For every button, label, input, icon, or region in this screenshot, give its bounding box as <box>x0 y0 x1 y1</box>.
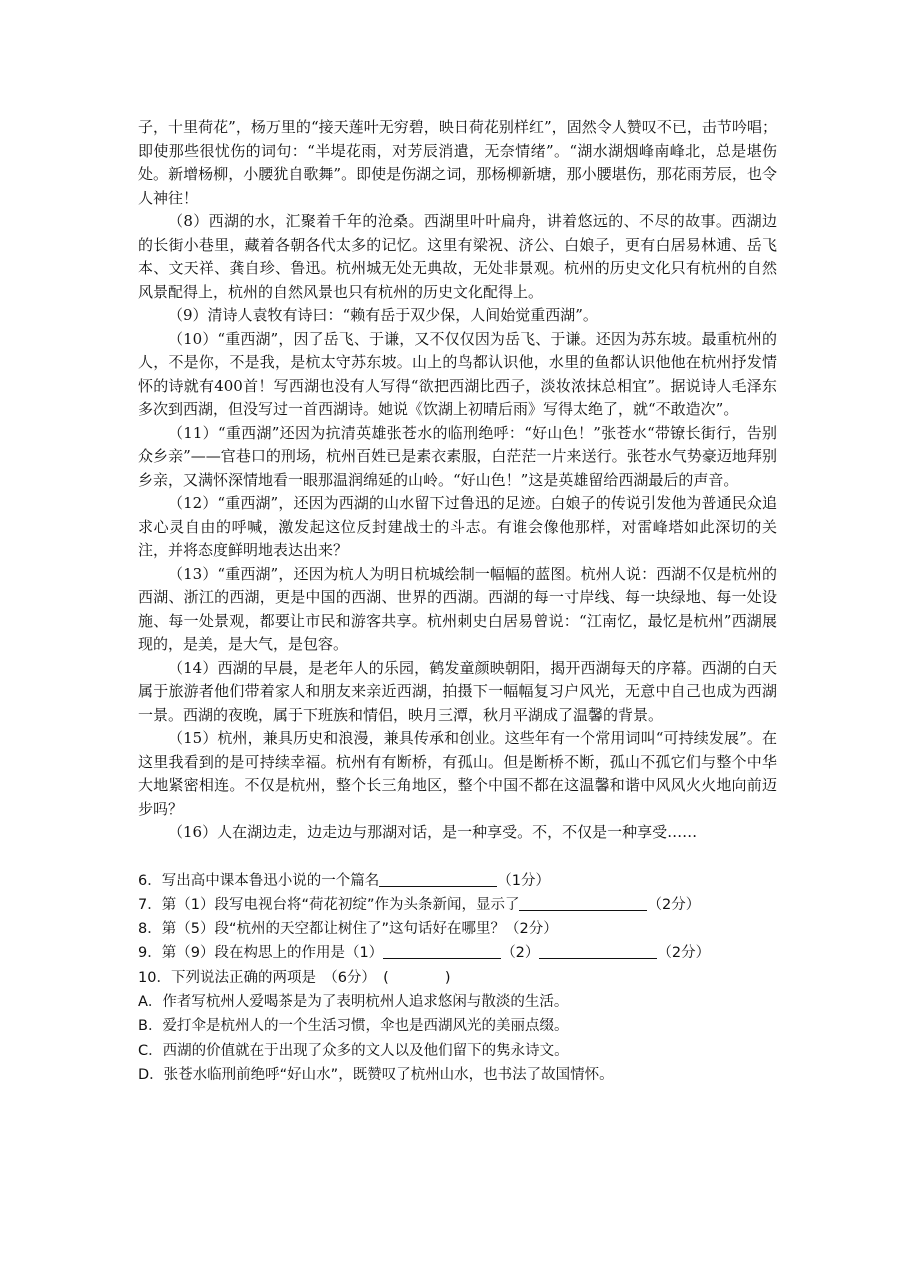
answer-blank-9-1[interactable] <box>383 944 501 959</box>
question-9 <box>138 941 777 965</box>
option-a: A．作者写杭州人爱喝茶是为了表明杭州人追求悠闲与散淡的生活。 <box>138 993 569 1010</box>
paragraph-10: （10）“重西湖”，因了岳飞、于谦，又不仅仅因为岳飞、于谦。还因为苏东坡。最重杭州的人，不是你，不是我，是杭太守苏东坡。山上的鸟都认识他，水里的鱼都认识他他在杭州抒发情怀的诗就有400首！写西湖也没有人写得“欲把西湖比西子，淡妆浓抹总相宜”。据说诗人毛泽东多次到西湖，但没写过一首西湖诗。她说《饮湖上初晴后雨》写得太绝了，就“不敢造次”。 <box>138 329 777 418</box>
answer-blank-7[interactable] <box>519 896 647 911</box>
question-9-text: 9．第（9）段在构思上的作用是（1） <box>138 945 384 962</box>
paragraph-11: （11）“重西湖”还因为抗清英雄张苍水的临刑绝呼：“好山色！”张苍水“带镣长街行，告别众乡亲”——官巷口的刑场，杭州百姓已是素衣素服，白茫茫一片来送行。张苍水气势豪迈地拜别乡亲，又满怀深情地看一眼那温润绵延的山岭。“好山色！”这是英雄留给西湖最后的声音。 <box>138 423 777 489</box>
question-6-score: （1分） <box>497 872 550 889</box>
paragraph-13: （13）“重西湖”，还因为杭人为明日杭城绘制一幅幅的蓝图。杭州人说：西湖不仅是杭州的西湖、浙江的西湖，更是中国的西湖、世界的西湖。西湖的每一寸岸线、每一块绿地、每一处设施、每一处景观，都要让市民和游客共享。杭州刺史白居易曾说：“江南忆，最忆是杭州”西湖展现的，是美，是大气，是包容。 <box>138 564 777 653</box>
question-6 <box>138 869 777 893</box>
question-7-score: （2分） <box>647 896 701 913</box>
paragraph-15: （15）杭州，兼具历史和浪漫，兼具传承和创业。这些年有一个常用词叫“可持续发展”。在这里我看到的是可持续幸福。杭州有有断桥，有孤山。但是断桥不断，孤山不孤它们与整个中华大地紧密相连。不仅是杭州，整个长三角地区，整个中国不都在这温馨和谐中风风火火地向前迈步吗？ <box>138 729 777 818</box>
paragraph-14: （14）西湖的早晨，是老年人的乐园，鹤发童颜映朝阳，揭开西湖每天的序幕。西湖的白天属于旅游者他们带着家人和朋友来亲近西湖，拍摄下一幅幅复习户风光，无意中自己也成为西湖一景。西湖的夜晚，属于下班族和情侣，映月三潭，秋月平湖成了温馨的背景。 <box>138 658 777 724</box>
question-9-score: （2分） <box>657 945 711 962</box>
question-8 <box>138 917 777 941</box>
paragraph-9: （9）清诗人袁牧有诗曰：“赖有岳于双少保，人间始觉重西湖”。 <box>168 306 598 324</box>
answer-blank-6[interactable] <box>379 872 497 887</box>
option-b: B．爱打伞是杭州人的一个生活习惯，伞也是西湖风光的美丽点缀。 <box>138 1018 569 1035</box>
question-10-close: ) <box>444 969 451 986</box>
answer-blank-9-2[interactable] <box>539 944 657 959</box>
question-section <box>138 869 777 1088</box>
question-6-text: 6．写出高中课本鲁迅小说的一个篇名 <box>138 872 380 889</box>
paragraph-7-continued: 子，十里荷花”，杨万里的“接天莲叶无穷碧，映日荷花别样红”，固然令人赞叹不已，击节吟唱；即使那些很忧伤的词句：“半堤花雨，对芳辰消遣，无奈情绪”。“湖水湖烟峰南峰北，总是堪伤处。新增杨柳，小腰犹自歌舞”。即使是伤湖之词，那杨柳新塘，那小腰堪伤，那花雨芳辰，也令人神往！ <box>138 118 777 207</box>
question-7-text: 7．第（1）段写电视台将“荷花初绽”作为头条新闻，显示了 <box>138 896 520 913</box>
question-8-text: 8．第（5）段“杭州的天空都让树住了”这句话好在哪里？（2分） <box>138 921 558 938</box>
paragraph-8: （8）西湖的水，汇聚着千年的沧桑。西湖里叶叶扁舟，讲着悠远的、不尽的故事。西湖边的长街小巷里，藏着各朝各代太多的记忆。这里有梁祝、济公、白娘子，更有白居易林逋、岳飞本、文天祥、龚自珍、鲁迅。杭州城无处无典故，无处非景观。杭州的历史文化只有杭州的自然风景配得上，杭州的自然风景也只有杭州的历史文化配得上。 <box>138 212 777 301</box>
question-9-part2-label: （2） <box>501 945 540 962</box>
reading-passage <box>138 116 777 845</box>
paragraph-16: （16）人在湖边走，边走边与那湖对话，是一种享受。不，不仅是一种享受…… <box>168 823 698 841</box>
question-7 <box>138 893 777 917</box>
option-c: C．西湖的价值就在于出现了众多的文人以及他们留下的隽永诗文。 <box>138 1042 569 1059</box>
option-d: D．张苍水临刑前绝呼“好山水”，既赞叹了杭州山水，也书法了故国情怀。 <box>138 1066 614 1083</box>
question-10-text: 10．下列说法正确的两项是 （6分） ( <box>138 969 389 986</box>
question-10 <box>138 966 777 990</box>
paragraph-12: （12）“重西湖”，还因为西湖的山水留下过鲁迅的足迹。白娘子的传说引发他为普通民众追求心灵自由的呼喊，激发起这位反封建战士的斗志。有谁会像他那样，对雷峰塔如此深切的关注，并将态度鲜明地表达出来？ <box>138 494 777 559</box>
